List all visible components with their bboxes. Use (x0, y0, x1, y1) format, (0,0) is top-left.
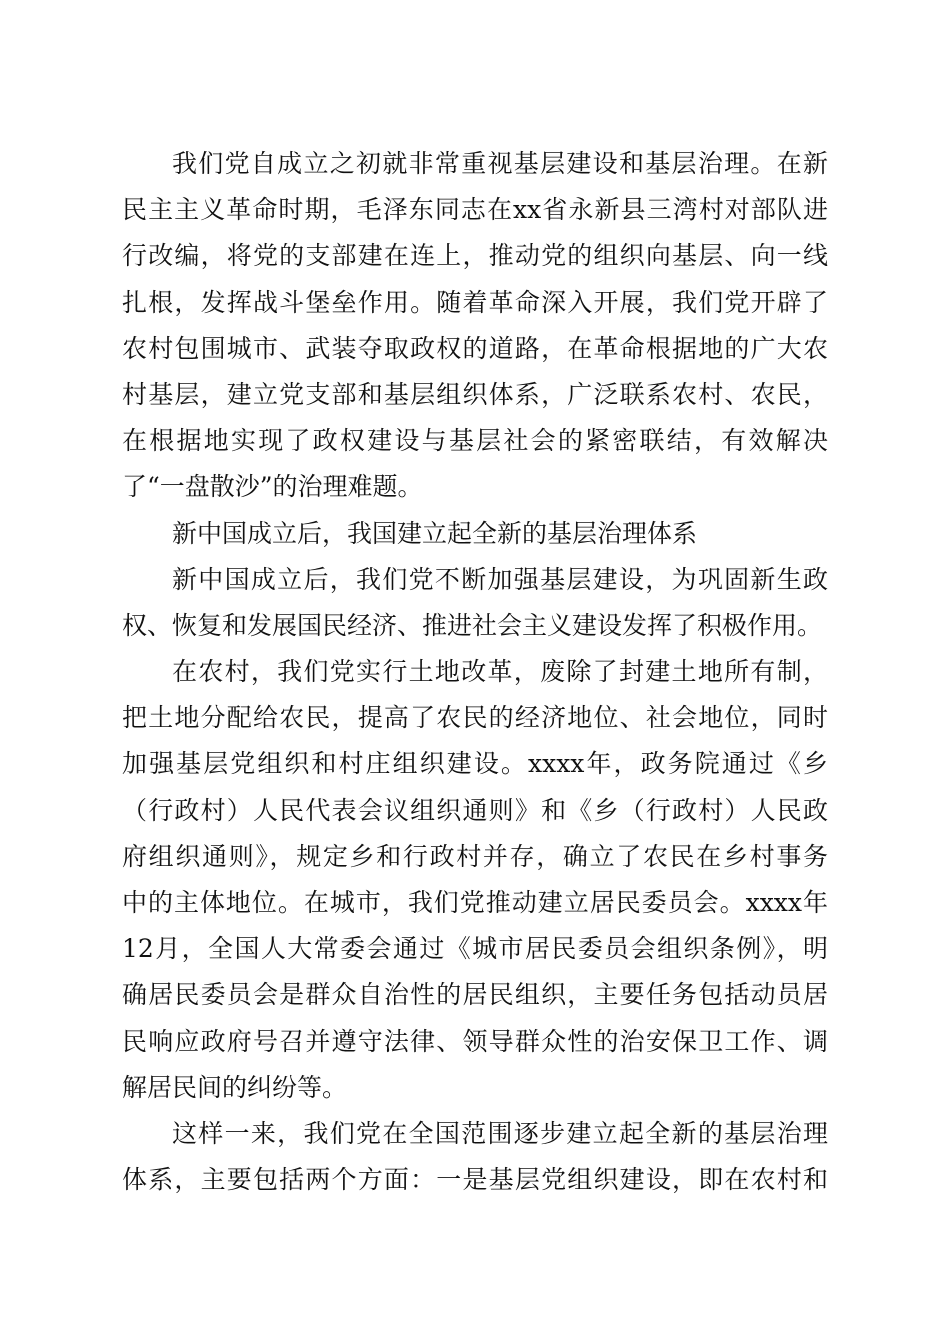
text-line: 在根据地实现了政权建设与基层社会的紧密联结，有效解决 (122, 426, 828, 456)
text-line: 确居民委员会是群众自治性的居民组织，主要任务包括动员居 (122, 980, 828, 1010)
text-line: 加强基层党组织和村庄组织建设。xxxx年，政务院通过《乡 (122, 749, 828, 779)
text-line: 村基层，建立党支部和基层组织体系，广泛联系农村、农民， (122, 379, 828, 409)
text-line: 农村包围城市、武装夺取政权的道路，在革命根据地的广大农 (122, 333, 828, 363)
text-line: 在农村，我们党实行土地改革，废除了封建土地所有制， (172, 657, 828, 687)
text-line: 这样一来，我们党在全国范围逐步建立起全新的基层治理 (172, 1118, 828, 1148)
text-line: 民主主义革命时期，毛泽东同志在xx省永新县三湾村对部队进 (122, 195, 828, 225)
paragraph-revolution-era (122, 141, 828, 511)
text-line: （行政村）人民代表会议组织通则》和《乡（行政村）人民政 (122, 795, 828, 825)
text-line: 我们党自成立之初就非常重视基层建设和基层治理。在新 (172, 149, 828, 178)
text-line: 新中国成立后，我们党不断加强基层建设，为巩固新生政 (172, 564, 828, 594)
text-line: 权、恢复和发展国民经济、推进社会主义建设发挥了积极作用。 (122, 610, 823, 640)
text-line: 12月，全国人大常委会通过《城市居民委员会组织条例》，明 (122, 934, 828, 964)
text-line: 扎根，发挥战斗堡垒作用。随着革命深入开展，我们党开辟了 (122, 287, 828, 317)
paragraph-governance-system (122, 1111, 828, 1203)
paragraph-new-china-intro (122, 557, 828, 649)
text-line: 民响应政府号召并遵守法律、领导群众性的治安保卫工作、调 (122, 1026, 828, 1056)
text-line: 了“一盘散沙”的治理难题。 (122, 472, 423, 502)
text-line: 府组织通则》，规定乡和行政村并存，确立了农民在乡村事务 (122, 841, 828, 871)
text-line: 行改编，将党的支部建在连上，推动党的组织向基层、向一线 (122, 241, 828, 271)
text-line: 解居民间的纠纷等。 (122, 1072, 348, 1102)
section-heading (122, 511, 828, 557)
text-line: 中的主体地位。在城市，我们党推动建立居民委员会。xxxx年 (122, 888, 828, 917)
text-line: 把土地分配给农民，提高了农民的经济地位、社会地位，同时 (122, 703, 828, 733)
document-body (122, 141, 828, 1203)
text-line: 新中国成立后，我国建立起全新的基层治理体系 (172, 518, 698, 548)
paragraph-rural-urban (122, 649, 828, 1111)
text-line: 体系，主要包括两个方面：一是基层党组织建设，即在农村和 (122, 1165, 828, 1195)
